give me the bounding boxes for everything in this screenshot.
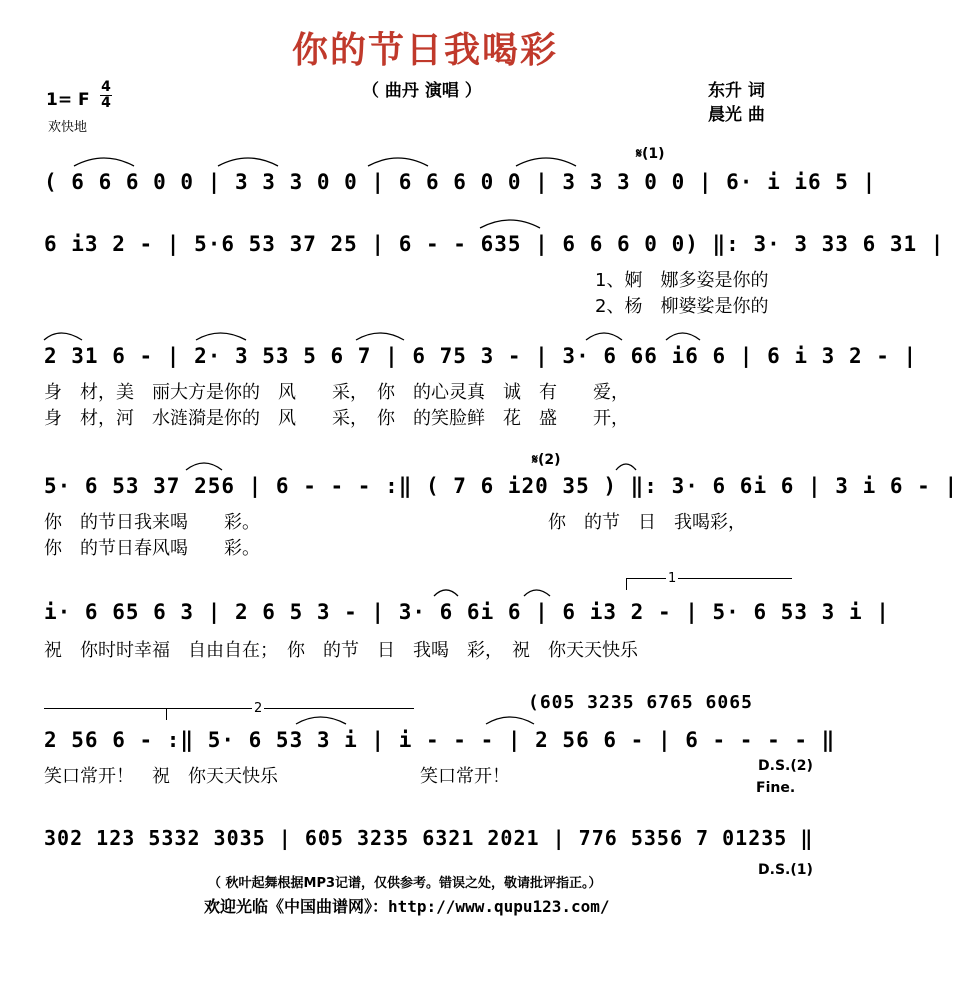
score-line-3: 2 31 6 - | 2· 3 53 5 6 7 | 6 75 3 - | 3· 6 66 i6 6 | 6 i 3 2 - | <box>44 344 918 368</box>
triplet-arc-4 <box>516 158 576 166</box>
composer-credit: 晨光 曲 <box>708 105 765 125</box>
volta-1-bracket <box>626 578 792 579</box>
fine-marking: Fine. <box>756 780 796 796</box>
slur-line5-1 <box>434 590 458 596</box>
lyricist-credit: 东升 词 <box>708 81 765 101</box>
score-line-5: i· 6 65 6 3 | 2 6 5 3 - | 3· 6 6i 6 | 6 i3 2 - | 5· 6 53 3 i | <box>44 600 890 624</box>
key-signature: 1= F <box>46 90 90 110</box>
segno-1: 𝄋(1) <box>636 146 665 162</box>
time-numerator: 4 <box>101 79 111 95</box>
score-line-7: 302 123 5332 3035 | 605 3235 6321 2021 | 776 5356 7 01235 ‖ <box>44 826 814 850</box>
lyric-verse1-line2: 身 材，美 丽大方是你的 风 采， 你 的心灵真 诚 有 爱， <box>44 382 629 403</box>
site-footer: 欢迎光临《中国曲谱网》：http://www.qupu123.com/ <box>204 897 610 916</box>
lyric-line3-right: 你 的节 日 我喝彩， <box>548 512 746 533</box>
lyric-verse1-line3: 你 的节日我来喝 彩。 <box>44 512 260 533</box>
slur-line3-3 <box>356 333 404 340</box>
tempo-marking: 欢快地 <box>48 120 88 135</box>
slur-line4-2 <box>616 464 636 470</box>
lyric-verse2-line2: 身 材，河 水涟漪是你的 风 采， 你 的笑脸鲜 花 盛 开， <box>44 408 629 429</box>
score-line-1: ( 6 6 6 0 0 | 3 3 3 0 0 | 6 6 6 0 0 | 3 3 3 0 0 | 6· i i6 5 | <box>44 170 877 194</box>
transcriber-note: （ 秋叶起舞根据MP3记谱，仅供参考。错误之处，敬请批评指正。） <box>208 876 602 891</box>
triplet-arc-3 <box>368 158 428 166</box>
score-line-6: 2 56 6 - :‖ 5· 6 53 3 i | i - - - | 2 56 6 - | 6 - - - - ‖ <box>44 728 836 752</box>
lyric-line6-a: 笑口常开！ 祝 你天天快乐 <box>44 766 278 787</box>
lyric-line5: 祝 你时时幸福 自由自在； 你 的节 日 我喝 彩， 祝 你天天快乐 <box>44 640 638 661</box>
song-title: 你的节日我喝彩 <box>291 30 558 71</box>
slur-line3-4 <box>586 333 622 340</box>
slur-line3-5 <box>666 333 700 340</box>
lyric-line6-b: 笑口常开！ <box>420 766 510 787</box>
slur-line4-1 <box>186 463 222 470</box>
segno-2: 𝄋(2) <box>532 452 561 468</box>
ds-2-marking: D.S.(2) <box>758 758 813 774</box>
slur-line3-1 <box>44 333 82 340</box>
volta-2-bracket <box>44 708 414 709</box>
singer-credit: （ 曲丹 演唱 ） <box>362 81 482 101</box>
triplet-arc-2 <box>218 158 278 166</box>
lyric-verse2-line1: 2、杨 柳婆娑是你的 <box>595 296 769 317</box>
ds-1-marking: D.S.(1) <box>758 862 813 878</box>
volta-1-edge <box>626 578 627 590</box>
lyric-verse2-line3: 你 的节日春风喝 彩。 <box>44 538 260 559</box>
lyric-verse1-line1: 1、婀 娜多姿是你的 <box>595 270 769 291</box>
time-denominator: 4 <box>101 95 111 111</box>
volta-2-label: 2 <box>254 701 263 716</box>
slur-line5-2 <box>524 590 550 596</box>
volta-1-label: 1 <box>668 571 677 586</box>
slur-line6-1 <box>296 717 346 724</box>
score-line-2: 6 i3 2 - | 5·6 53 37 25 | 6 - - 635 | 6 6 6 0 0) ‖: 3· 3 33 6 31 | <box>44 232 945 256</box>
score-line-4: 5· 6 53 37 256 | 6 - - - :‖ ( 7 6 i20 35 ) ‖: 3· 6 6i 6 | 3 i 6 - | <box>44 474 958 498</box>
slur-line6-2 <box>486 717 534 724</box>
triplet-arc-1 <box>74 158 134 166</box>
slur-line3-2 <box>196 333 246 340</box>
volta-2-edge <box>166 708 167 720</box>
triplet-arc-5 <box>480 220 540 228</box>
time-signature <box>100 80 112 111</box>
score-line-6-upper: (605 3235 6765 6065 <box>528 692 753 713</box>
